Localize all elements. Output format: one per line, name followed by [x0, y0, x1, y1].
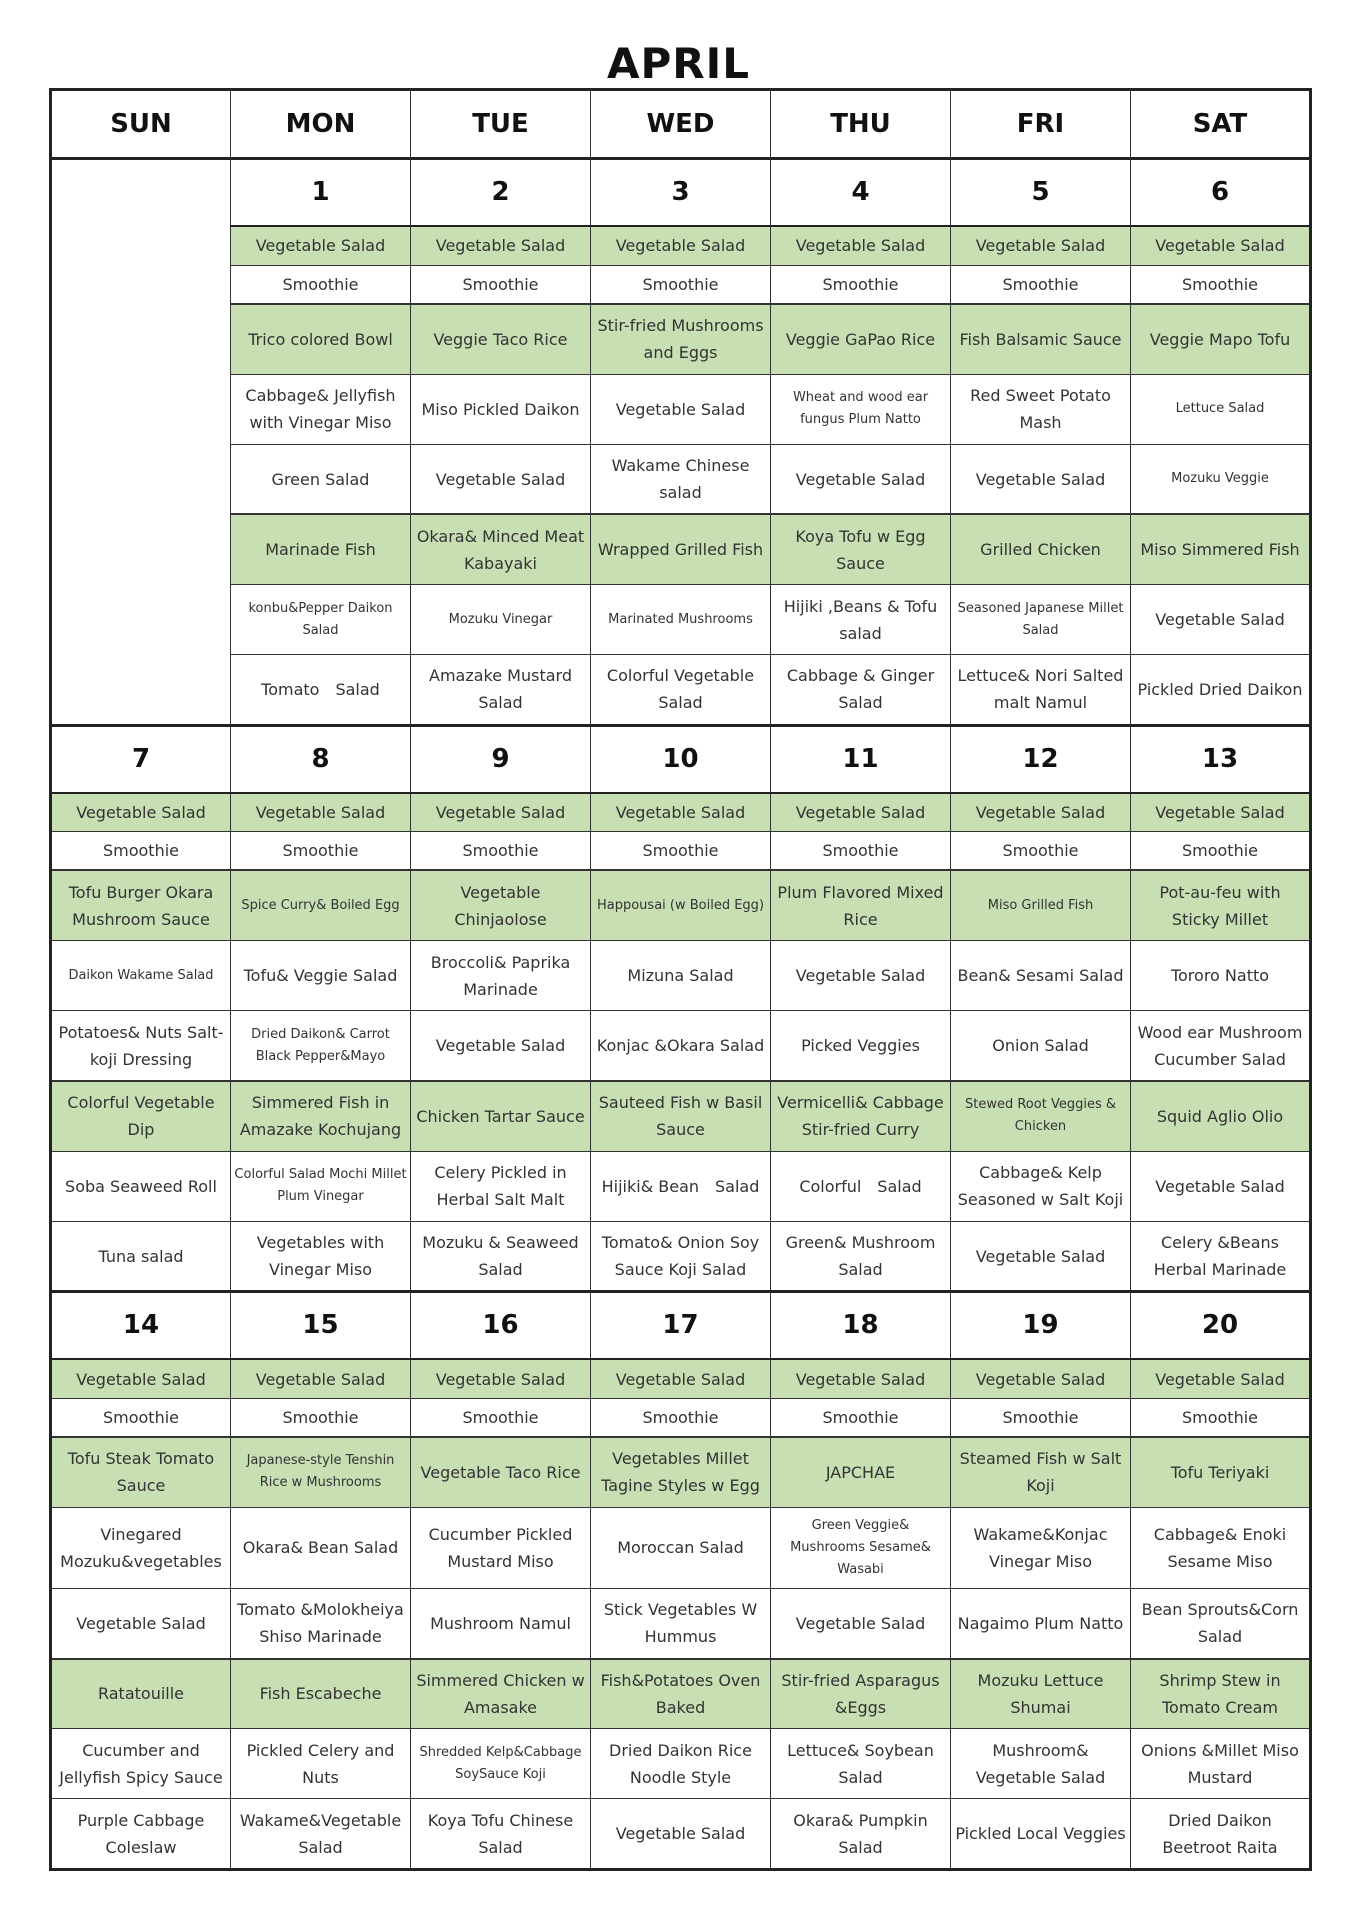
meal-cell: Pickled Dried Daikon [1131, 655, 1311, 725]
meal-row [51, 226, 1311, 265]
meal-cell: Vegetable Salad [951, 444, 1131, 514]
day-number: 11 [771, 725, 951, 793]
meal-cell: Celery Pickled in Herbal Salt Malt [411, 1151, 591, 1221]
meal-cell: Vegetable Salad [411, 1359, 591, 1398]
meal-cell: Smoothie [951, 1398, 1131, 1437]
meal-cell: Purple Cabbage Coleslaw [51, 1799, 231, 1870]
meal-row [51, 1799, 1311, 1870]
meal-cell: Vegetable Salad [591, 226, 771, 265]
meal-cell: konbu&Pepper Daikon Salad [231, 585, 411, 655]
meal-cell: Mushroom& Vegetable Salad [951, 1729, 1131, 1799]
meal-cell: Steamed Fish w Salt Koji [951, 1437, 1131, 1507]
meal-row [51, 1151, 1311, 1221]
meal-cell: Smoothie [591, 265, 771, 304]
meal-cell: Cucumber Pickled Mustard Miso [411, 1507, 591, 1588]
day-number: 9 [411, 725, 591, 793]
meal-cell: Smoothie [951, 832, 1131, 871]
meal-cell: Tofu& Veggie Salad [231, 941, 411, 1011]
meal-cell: Amazake Mustard Salad [411, 655, 591, 725]
meal-cell: Vegetable Salad [951, 1221, 1131, 1291]
meal-cell: Tofu Teriyaki [1131, 1437, 1311, 1507]
meal-cell: Smoothie [1131, 1398, 1311, 1437]
meal-cell: Soba Seaweed Roll [51, 1151, 231, 1221]
meal-cell: Smoothie [231, 832, 411, 871]
meal-cell: Vinegared Mozuku&vegetables [51, 1507, 231, 1588]
meal-cell: Vegetable Salad [1131, 585, 1311, 655]
meal-cell: Vegetable Salad [231, 226, 411, 265]
meal-cell: Smoothie [231, 265, 411, 304]
meal-cell: Wakame&Vegetable Salad [231, 1799, 411, 1870]
meal-cell: Wrapped Grilled Fish [591, 514, 771, 584]
meal-cell: Tofu Steak Tomato Sauce [51, 1437, 231, 1507]
meal-row [51, 585, 1311, 655]
meal-cell: Cabbage& Enoki Sesame Miso [1131, 1507, 1311, 1588]
meal-cell: Vegetable Salad [771, 226, 951, 265]
meal-cell: Nagaimo Plum Natto [951, 1588, 1131, 1658]
meal-cell: Vegetable Salad [591, 793, 771, 832]
meal-cell: Japanese-style Tenshin Rice w Mushrooms [231, 1437, 411, 1507]
meal-cell: Sauteed Fish w Basil Sauce [591, 1081, 771, 1151]
meal-cell: Vegetable Salad [411, 1011, 591, 1081]
day-number: 13 [1131, 725, 1311, 793]
meal-cell: Wheat and wood ear fungus Plum Natto [771, 374, 951, 444]
meal-cell: Bean Sprouts&Corn Salad [1131, 1588, 1311, 1658]
meal-cell: Vegetables with Vinegar Miso [231, 1221, 411, 1291]
meal-calendar [49, 88, 1312, 1871]
meal-cell: Green& Mushroom Salad [771, 1221, 951, 1291]
meal-cell: Cabbage& Kelp Seasoned w Salt Koji [951, 1151, 1131, 1221]
meal-cell: Squid Aglio Olio [1131, 1081, 1311, 1151]
meal-cell: Vegetable Salad [51, 793, 231, 832]
week-date-row [51, 1292, 1311, 1360]
meal-cell: Smoothie [591, 832, 771, 871]
meal-cell: Smoothie [1131, 265, 1311, 304]
meal-cell: Vegetable Salad [771, 793, 951, 832]
weekday-header-row [51, 90, 1311, 159]
meal-cell: Tororo Natto [1131, 941, 1311, 1011]
weekday-header: SUN [51, 90, 231, 159]
meal-cell: Okara& Bean Salad [231, 1507, 411, 1588]
meal-cell: Mozuku & Seaweed Salad [411, 1221, 591, 1291]
day-number: 6 [1131, 159, 1311, 227]
meal-cell: Vegetable Salad [231, 1359, 411, 1398]
meal-cell: Smoothie [771, 832, 951, 871]
day-number: 18 [771, 1292, 951, 1360]
meal-cell: Colorful Salad Mochi Millet Plum Vinegar [231, 1151, 411, 1221]
meal-row [51, 1507, 1311, 1588]
day-number: 1 [231, 159, 411, 227]
meal-cell: Grilled Chicken [951, 514, 1131, 584]
meal-cell: Wakame Chinese salad [591, 444, 771, 514]
meal-cell: Daikon Wakame Salad [51, 941, 231, 1011]
meal-cell: Vermicelli& Cabbage Stir-fried Curry [771, 1081, 951, 1151]
meal-cell: Pickled Local Veggies [951, 1799, 1131, 1870]
meal-cell: Cabbage& Jellyfish with Vinegar Miso [231, 374, 411, 444]
meal-cell: Smoothie [411, 265, 591, 304]
meal-cell: Stir-fried Mushrooms and Eggs [591, 304, 771, 374]
day-number: 19 [951, 1292, 1131, 1360]
meal-row [51, 870, 1311, 940]
meal-cell: Okara& Minced Meat Kabayaki [411, 514, 591, 584]
meal-cell: Veggie Taco Rice [411, 304, 591, 374]
meal-row [51, 1398, 1311, 1437]
meal-cell: Koya Tofu w Egg Sauce [771, 514, 951, 584]
meal-cell: Stewed Root Veggies & Chicken [951, 1081, 1131, 1151]
day-number: 8 [231, 725, 411, 793]
meal-cell: JAPCHAE [771, 1437, 951, 1507]
meal-cell: Dried Daikon Beetroot Raita [1131, 1799, 1311, 1870]
meal-row [51, 1659, 1311, 1729]
meal-cell: Fish&Potatoes Oven Baked [591, 1659, 771, 1729]
meal-cell: Vegetable Chinjaolose [411, 870, 591, 940]
meal-cell: Red Sweet Potato Mash [951, 374, 1131, 444]
meal-cell: Vegetable Salad [951, 793, 1131, 832]
meal-row [51, 1729, 1311, 1799]
meal-cell: Vegetable Salad [591, 1359, 771, 1398]
meal-cell: Happousai (w Boiled Egg) [591, 870, 771, 940]
meal-row [51, 514, 1311, 584]
weekday-header: TUE [411, 90, 591, 159]
meal-cell: Vegetable Salad [591, 1799, 771, 1870]
meal-cell: Mozuku Vinegar [411, 585, 591, 655]
meal-cell: Vegetable Salad [1131, 1359, 1311, 1398]
day-number: 5 [951, 159, 1131, 227]
meal-cell: Vegetable Salad [1131, 226, 1311, 265]
meal-cell: Miso Pickled Daikon [411, 374, 591, 444]
meal-cell: Plum Flavored Mixed Rice [771, 870, 951, 940]
meal-cell: Vegetable Salad [411, 793, 591, 832]
meal-cell: Smoothie [51, 1398, 231, 1437]
meal-cell: Onion Salad [951, 1011, 1131, 1081]
meal-cell: Green Veggie& Mushrooms Sesame& Wasabi [771, 1507, 951, 1588]
day-number: 2 [411, 159, 591, 227]
meal-cell: Fish Balsamic Sauce [951, 304, 1131, 374]
day-number: 3 [591, 159, 771, 227]
day-number: 15 [231, 1292, 411, 1360]
meal-cell: Potatoes& Nuts Salt-koji Dressing [51, 1011, 231, 1081]
meal-cell: Stir-fried Asparagus &Eggs [771, 1659, 951, 1729]
meal-cell: Tomato& Onion Soy Sauce Koji Salad [591, 1221, 771, 1291]
meal-row [51, 374, 1311, 444]
meal-cell: Tuna salad [51, 1221, 231, 1291]
empty-day-cell [51, 159, 231, 726]
meal-row [51, 1221, 1311, 1291]
week-date-row [51, 159, 1311, 227]
meal-cell: Vegetable Salad [951, 226, 1131, 265]
meal-cell: Mushroom Namul [411, 1588, 591, 1658]
meal-cell: Wakame&Konjac Vinegar Miso [951, 1507, 1131, 1588]
meal-cell: Picked Veggies [771, 1011, 951, 1081]
meal-row [51, 265, 1311, 304]
day-number: 7 [51, 725, 231, 793]
meal-cell: Cucumber and Jellyfish Spicy Sauce [51, 1729, 231, 1799]
week-date-row [51, 725, 1311, 793]
meal-row [51, 1359, 1311, 1398]
meal-cell: Lettuce& Soybean Salad [771, 1729, 951, 1799]
meal-cell: Smoothie [951, 265, 1131, 304]
meal-cell: Vegetable Taco Rice [411, 1437, 591, 1507]
meal-cell: Koya Tofu Chinese Salad [411, 1799, 591, 1870]
meal-cell: Vegetable Salad [771, 444, 951, 514]
meal-cell: Smoothie [51, 832, 231, 871]
meal-cell: Bean& Sesami Salad [951, 941, 1131, 1011]
meal-cell: Lettuce& Nori Salted malt Namul [951, 655, 1131, 725]
meal-cell: Marinated Mushrooms [591, 585, 771, 655]
meal-row [51, 941, 1311, 1011]
meal-cell: Vegetable Salad [771, 941, 951, 1011]
meal-row [51, 832, 1311, 871]
meal-cell: Dried Daikon Rice Noodle Style [591, 1729, 771, 1799]
weekday-header: FRI [951, 90, 1131, 159]
meal-cell: Smoothie [591, 1398, 771, 1437]
weekday-header: WED [591, 90, 771, 159]
day-number: 20 [1131, 1292, 1311, 1360]
meal-cell: Veggie GaPao Rice [771, 304, 951, 374]
meal-cell: Shrimp Stew in Tomato Cream [1131, 1659, 1311, 1729]
meal-cell: Spice Curry& Boiled Egg [231, 870, 411, 940]
meal-cell: Simmered Chicken w Amasake [411, 1659, 591, 1729]
meal-cell: Lettuce Salad [1131, 374, 1311, 444]
page-title: APRIL [606, 39, 751, 88]
day-number: 12 [951, 725, 1131, 793]
meal-row [51, 655, 1311, 725]
meal-row [51, 1081, 1311, 1151]
meal-cell: Smoothie [771, 1398, 951, 1437]
meal-cell: Okara& Pumpkin Salad [771, 1799, 951, 1870]
meal-cell: Chicken Tartar Sauce [411, 1081, 591, 1151]
day-number: 10 [591, 725, 771, 793]
meal-cell: Moroccan Salad [591, 1507, 771, 1588]
weekday-header: SAT [1131, 90, 1311, 159]
meal-cell: Broccoli& Paprika Marinade [411, 941, 591, 1011]
meal-cell: Fish Escabeche [231, 1659, 411, 1729]
meal-cell: Miso Simmered Fish [1131, 514, 1311, 584]
meal-row [51, 304, 1311, 374]
meal-cell: Colorful Vegetable Dip [51, 1081, 231, 1151]
meal-cell: Veggie Mapo Tofu [1131, 304, 1311, 374]
meal-cell: Onions &Millet Miso Mustard [1131, 1729, 1311, 1799]
meal-cell: Vegetables Millet Tagine Styles w Egg [591, 1437, 771, 1507]
meal-cell: Pot-au-feu with Sticky Millet [1131, 870, 1311, 940]
meal-cell: Dried Daikon& Carrot Black Pepper&Mayo [231, 1011, 411, 1081]
meal-cell: Tofu Burger Okara Mushroom Sauce [51, 870, 231, 940]
day-number: 4 [771, 159, 951, 227]
meal-cell: Konjac &Okara Salad [591, 1011, 771, 1081]
meal-cell: Colorful Vegetable Salad [591, 655, 771, 725]
meal-cell: Trico colored Bowl [231, 304, 411, 374]
meal-cell: Smoothie [771, 265, 951, 304]
meal-cell: Celery &Beans Herbal Marinade [1131, 1221, 1311, 1291]
weekday-header: THU [771, 90, 951, 159]
meal-cell: Mozuku Veggie [1131, 444, 1311, 514]
meal-cell: Vegetable Salad [1131, 793, 1311, 832]
meal-cell: Miso Grilled Fish [951, 870, 1131, 940]
meal-cell: Vegetable Salad [231, 793, 411, 832]
meal-cell: Pickled Celery and Nuts [231, 1729, 411, 1799]
meal-cell: Green Salad [231, 444, 411, 514]
meal-row [51, 1011, 1311, 1081]
meal-cell: Smoothie [1131, 832, 1311, 871]
meal-row [51, 444, 1311, 514]
meal-cell: Ratatouille [51, 1659, 231, 1729]
meal-row [51, 793, 1311, 832]
meal-row [51, 1437, 1311, 1507]
meal-cell: Shredded Kelp&Cabbage SoySauce Koji [411, 1729, 591, 1799]
meal-cell: Vegetable Salad [411, 444, 591, 514]
meal-cell: Vegetable Salad [411, 226, 591, 265]
meal-cell: Cabbage & Ginger Salad [771, 655, 951, 725]
meal-row [51, 1588, 1311, 1658]
meal-cell: Vegetable Salad [51, 1359, 231, 1398]
meal-cell: Colorful Salad [771, 1151, 951, 1221]
meal-cell: Smoothie [231, 1398, 411, 1437]
meal-cell: Stick Vegetables W Hummus [591, 1588, 771, 1658]
meal-cell: Vegetable Salad [51, 1588, 231, 1658]
meal-cell: Smoothie [411, 1398, 591, 1437]
meal-cell: Marinade Fish [231, 514, 411, 584]
meal-cell: Tomato &Molokheiya Shiso Marinade [231, 1588, 411, 1658]
meal-cell: Mozuku Lettuce Shumai [951, 1659, 1131, 1729]
meal-cell: Vegetable Salad [771, 1359, 951, 1398]
meal-cell: Hijiki& Bean Salad [591, 1151, 771, 1221]
meal-cell: Vegetable Salad [771, 1588, 951, 1658]
meal-cell: Wood ear Mushroom Cucumber Salad [1131, 1011, 1311, 1081]
weekday-header: MON [231, 90, 411, 159]
meal-cell: Seasoned Japanese Millet Salad [951, 585, 1131, 655]
meal-cell: Vegetable Salad [951, 1359, 1131, 1398]
meal-cell: Mizuna Salad [591, 941, 771, 1011]
meal-cell: Simmered Fish in Amazake Kochujang [231, 1081, 411, 1151]
day-number: 17 [591, 1292, 771, 1360]
meal-cell: Vegetable Salad [591, 374, 771, 444]
meal-cell: Tomato Salad [231, 655, 411, 725]
meal-cell: Smoothie [411, 832, 591, 871]
meal-cell: Vegetable Salad [1131, 1151, 1311, 1221]
day-number: 16 [411, 1292, 591, 1360]
day-number: 14 [51, 1292, 231, 1360]
meal-cell: Hijiki ,Beans & Tofu salad [771, 585, 951, 655]
